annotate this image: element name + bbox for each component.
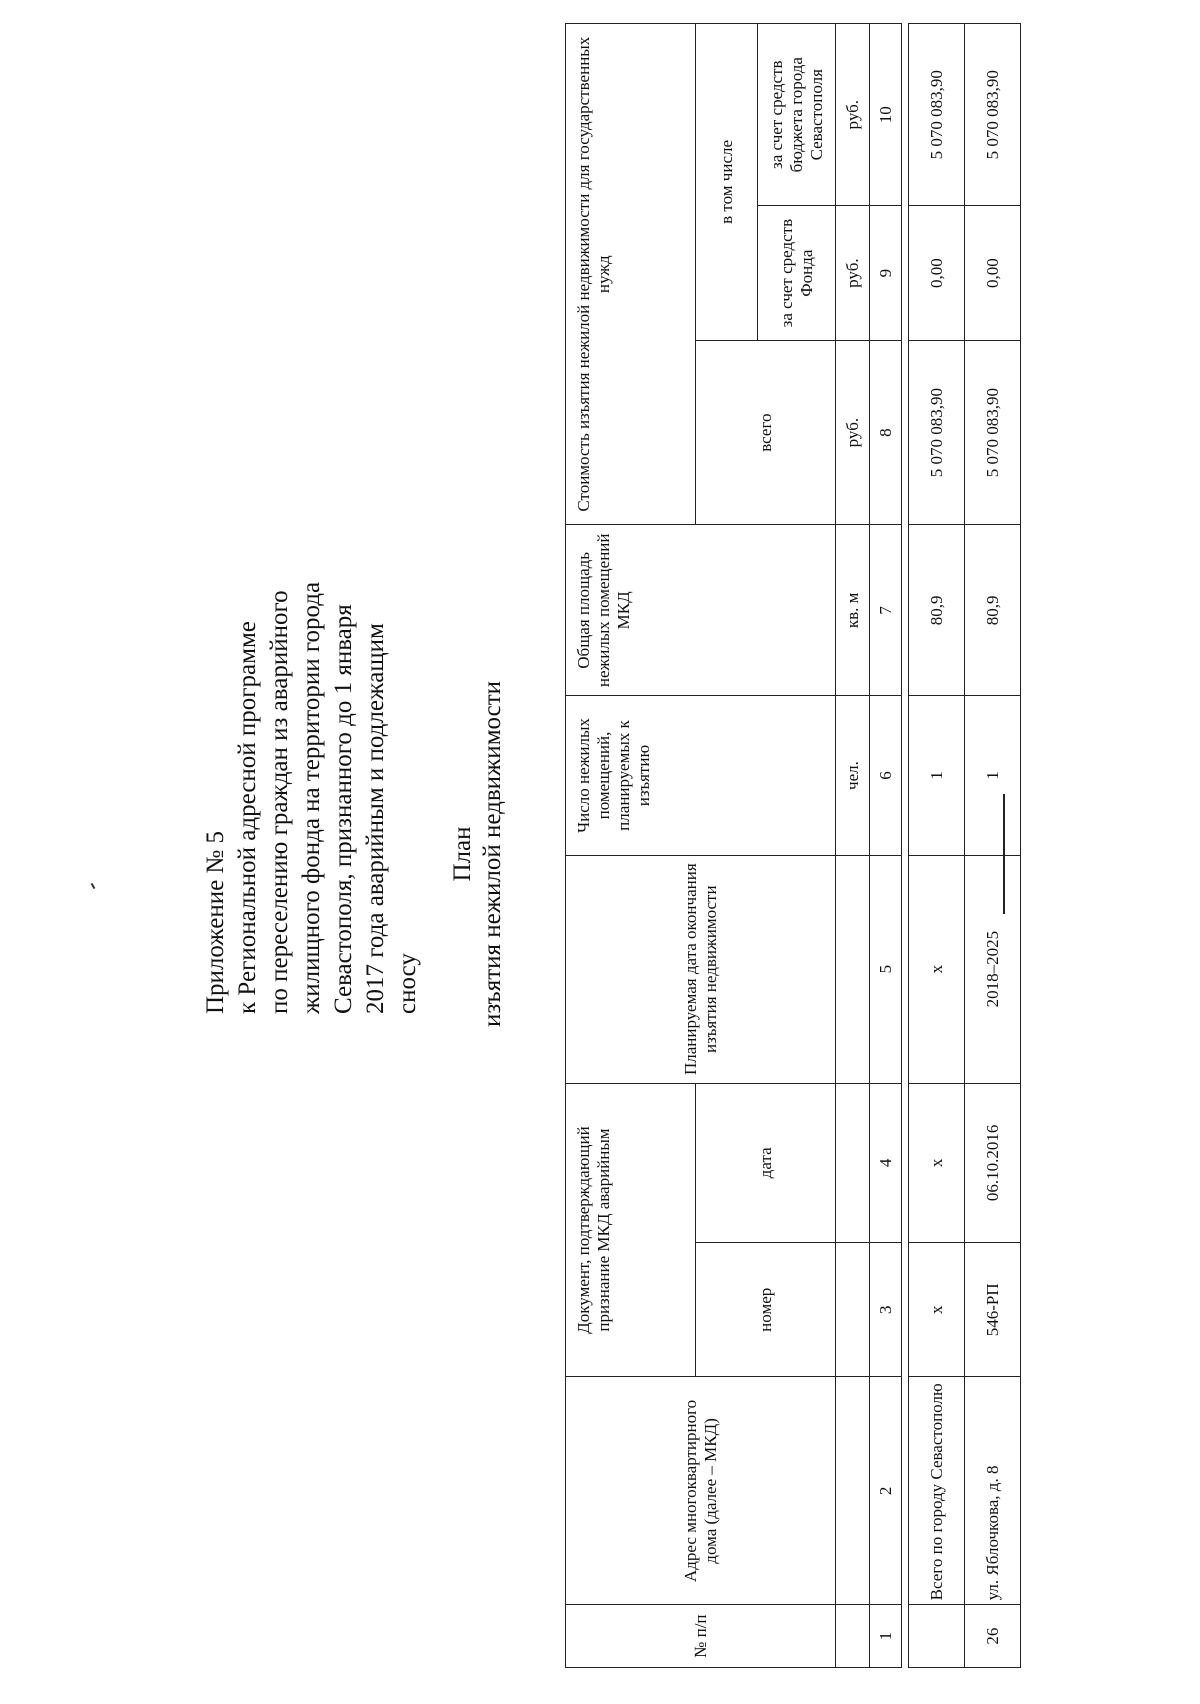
header-doc-number: номер <box>696 1243 836 1377</box>
unit-cell: руб. <box>836 206 870 340</box>
row-doc-number: 546-РП <box>965 1243 1021 1377</box>
appendix-line: 2017 года аварийным и подлежащим <box>362 623 389 1014</box>
row-total: 5 070 083,90 <box>909 340 965 525</box>
row-planned-date: x <box>909 855 965 1083</box>
header-cost: Стоимость изъятия нежилой недвижимости для государственных нужд <box>566 24 696 525</box>
row-doc-number: x <box>909 1243 965 1377</box>
table-row <box>965 24 1021 1668</box>
header-planned-date: Планируемая дата окончания изъятия недвижимости <box>566 855 836 1083</box>
unit-cell <box>836 1377 870 1605</box>
row-address: ул. Яблочкова, д. 8 <box>965 1377 1021 1605</box>
appendix-line: по переселению граждан из аварийного <box>266 590 293 1014</box>
header-fund: за счет средств Фонда <box>758 206 836 340</box>
unit-cell: чел. <box>836 696 870 855</box>
column-number: 8 <box>870 340 902 525</box>
unit-cell <box>836 1083 870 1242</box>
column-number: 10 <box>870 24 902 206</box>
appendix-line: сносу <box>394 953 421 1014</box>
row-budget: 5 070 083,90 <box>909 24 965 206</box>
header-total: всего <box>696 340 836 525</box>
plan-title-line2: изъятия нежилой недвижимости <box>479 680 506 1028</box>
plan-title <box>448 314 508 1394</box>
row-planned-date: 2018–2025 <box>965 855 1021 1083</box>
row-count: 1 <box>909 696 965 855</box>
units-row <box>836 24 870 1668</box>
unit-cell <box>836 1243 870 1377</box>
header-count: Число нежилых помещений, планируемых к изъятию <box>566 696 836 855</box>
row-area: 80,9 <box>965 525 1021 696</box>
header-num: № п/п <box>566 1605 836 1668</box>
header-doc-date: дата <box>696 1083 836 1242</box>
withdrawal-plan-table <box>565 23 1021 1668</box>
row-total: 5 070 083,90 <box>965 340 1021 525</box>
row-doc-date: x <box>909 1083 965 1242</box>
scan-mark <box>91 883 96 889</box>
separator-row <box>902 24 909 1668</box>
header-area: Общая площадь нежилых помещений МКД <box>566 525 836 696</box>
unit-cell: руб. <box>836 340 870 525</box>
appendix-line: Севастополя, признанного до 1 января <box>330 604 357 1014</box>
row-area: 80,9 <box>909 525 965 696</box>
row-count: 1 <box>965 696 1021 855</box>
unit-cell: руб. <box>836 24 870 206</box>
column-number: 9 <box>870 206 902 340</box>
column-number: 5 <box>870 855 902 1083</box>
row-doc-date: 06.10.2016 <box>965 1083 1021 1242</box>
appendix-line: жилищного фонда на территории города <box>298 581 325 1014</box>
header-budget: за счет средств бюджета города Севастополя <box>758 24 836 206</box>
column-number: 4 <box>870 1083 902 1242</box>
appendix-header <box>200 34 424 1014</box>
separator <box>902 24 909 1668</box>
row-num: 26 <box>965 1605 1021 1668</box>
row-fund: 0,00 <box>909 206 965 340</box>
row-fund: 0,00 <box>965 206 1021 340</box>
unit-cell <box>836 855 870 1083</box>
unit-cell <box>836 1605 870 1668</box>
header-address: Адрес многоквартирного дома (далее – МКД) <box>566 1377 836 1605</box>
column-number: 6 <box>870 696 902 855</box>
column-number: 3 <box>870 1243 902 1377</box>
column-numbers-row <box>870 24 902 1668</box>
header-document: Документ, подтверждающий признание МКД аварийным <box>566 1083 696 1377</box>
closing-rule <box>1003 794 1005 914</box>
plan-title-line1: План <box>449 826 476 882</box>
unit-cell: кв. м <box>836 525 870 696</box>
row-num <box>909 1605 965 1668</box>
row-address: Всего по городу Севастополю <box>909 1377 965 1605</box>
row-budget: 5 070 083,90 <box>965 24 1021 206</box>
appendix-line: Приложение № 5 <box>202 830 229 1014</box>
header-including: в том числе <box>696 24 758 341</box>
appendix-line: к Региональной адресной программе <box>234 621 261 1014</box>
column-number: 7 <box>870 525 902 696</box>
column-number: 2 <box>870 1377 902 1605</box>
column-number: 1 <box>870 1605 902 1668</box>
table-row-total <box>909 24 965 1668</box>
